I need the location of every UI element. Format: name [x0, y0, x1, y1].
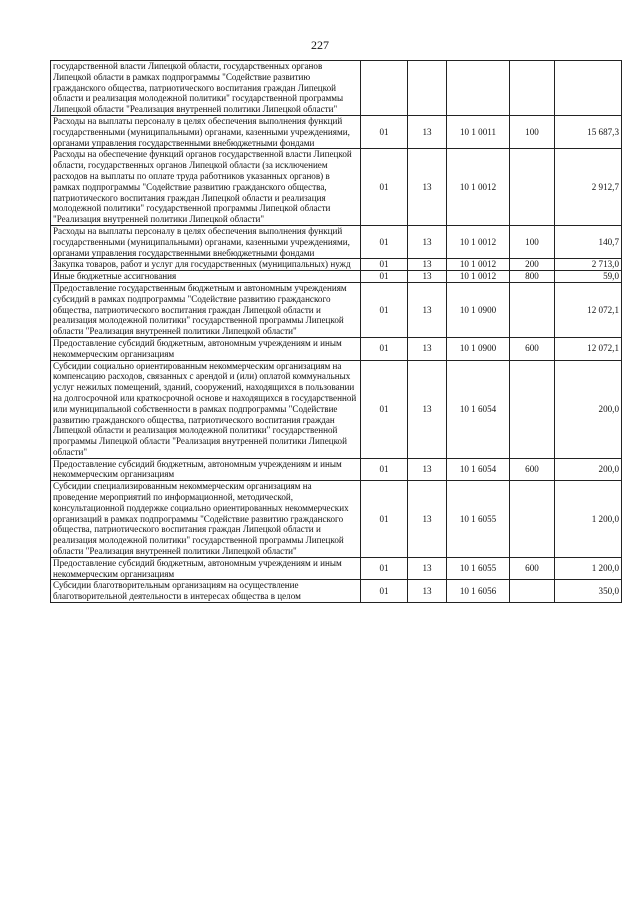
- target-article-cell: 10 1 0900: [447, 282, 510, 337]
- expense-name-cell: Расходы на выплаты персоналу в целях обеспечения выполнения функций государственными (муниципальными) органами, казенными учреждениями, органами управления государственными внебюджетными фондами: [51, 115, 361, 148]
- amount-cell: 1 200,0: [555, 557, 622, 580]
- section-code-cell: 01: [361, 225, 408, 258]
- table-row: [51, 115, 622, 148]
- target-article-cell: 10 1 6054: [447, 360, 510, 458]
- page-number: 227: [311, 38, 329, 52]
- target-article-cell: 10 1 0011: [447, 115, 510, 148]
- subsection-code-cell: 13: [408, 225, 447, 258]
- expense-type-cell: 100: [510, 225, 555, 258]
- table-row: [51, 557, 622, 580]
- amount-cell: 2 912,7: [555, 149, 622, 226]
- subsection-code-cell: [408, 61, 447, 116]
- amount-cell: 200,0: [555, 360, 622, 458]
- expense-name-cell: Предоставление субсидий бюджетным, автономным учреждениям и иным некоммерческим организациям: [51, 337, 361, 360]
- expense-name-cell: Субсидии благотворительным организациям на осуществление благотворительной деятельности в интересах общества в целом: [51, 580, 361, 603]
- target-article-cell: 10 1 6056: [447, 580, 510, 603]
- table-row: [51, 282, 622, 337]
- expense-type-cell: [510, 282, 555, 337]
- amount-cell: 12 072,1: [555, 337, 622, 360]
- expense-name-cell: Расходы на обеспечение функций органов государственной власти Липецкой области, государственных органов Липецкой области (за исключением расходов на выплаты по оплате труда работников указанных органов) в рамках подпрограммы "Содействие развитию гражданского общества, патриотического воспитания граждан Липецкой области и реализация молодежной политики" государственной программы Липецкой области "Реализация внутренней политики Липецкой области": [51, 149, 361, 226]
- target-article-cell: [447, 61, 510, 116]
- expense-name-cell: государственной власти Липецкой области, государственных органов Липецкой области в рамках подпрограммы "Содействие развитию гражданского общества, патриотического воспитания граждан Липецкой области и реализация молодежной политики" государственной программы Липецкой области "Реализация внутренней политики Липецкой области": [51, 61, 361, 116]
- section-code-cell: 01: [361, 115, 408, 148]
- section-code-cell: 01: [361, 149, 408, 226]
- section-code-cell: 01: [361, 282, 408, 337]
- target-article-cell: 10 1 6055: [447, 557, 510, 580]
- amount-cell: 2 713,0: [555, 259, 622, 271]
- section-code-cell: 01: [361, 271, 408, 283]
- expense-type-cell: [510, 580, 555, 603]
- section-code-cell: 01: [361, 337, 408, 360]
- expense-type-cell: 800: [510, 271, 555, 283]
- expense-name-cell: Предоставление субсидий бюджетным, автономным учреждениям и иным некоммерческим организациям: [51, 557, 361, 580]
- amount-cell: 140,7: [555, 225, 622, 258]
- amount-cell: 200,0: [555, 458, 622, 481]
- expense-name-cell: Предоставление государственным бюджетным и автономным учреждениям субсидий в рамках подпрограммы "Содействие развитию гражданского общества, патриотического воспитания граждан Липецкой области и реализация молодежной политики" государственной программы Липецкой области "Реализация внутренней политики Липецкой области": [51, 282, 361, 337]
- target-article-cell: 10 1 0900: [447, 337, 510, 360]
- table-row: [51, 360, 622, 458]
- target-article-cell: 10 1 0012: [447, 259, 510, 271]
- subsection-code-cell: 13: [408, 115, 447, 148]
- target-article-cell: 10 1 6054: [447, 458, 510, 481]
- subsection-code-cell: 13: [408, 282, 447, 337]
- subsection-code-cell: 13: [408, 458, 447, 481]
- expense-type-cell: 600: [510, 557, 555, 580]
- section-code-cell: 01: [361, 580, 408, 603]
- expense-type-cell: 200: [510, 259, 555, 271]
- amount-cell: 59,0: [555, 271, 622, 283]
- section-code-cell: 01: [361, 481, 408, 558]
- table-row: [51, 225, 622, 258]
- subsection-code-cell: 13: [408, 481, 447, 558]
- target-article-cell: 10 1 0012: [447, 271, 510, 283]
- amount-cell: 15 687,3: [555, 115, 622, 148]
- subsection-code-cell: 13: [408, 557, 447, 580]
- subsection-code-cell: 13: [408, 580, 447, 603]
- amount-cell: [555, 61, 622, 116]
- expense-name-cell: Предоставление субсидий бюджетным, автономным учреждениям и иным некоммерческим организациям: [51, 458, 361, 481]
- expense-type-cell: [510, 481, 555, 558]
- amount-cell: 12 072,1: [555, 282, 622, 337]
- expense-type-cell: 600: [510, 337, 555, 360]
- table-row: [51, 337, 622, 360]
- expense-type-cell: [510, 360, 555, 458]
- budget-table: [50, 60, 622, 603]
- section-code-cell: 01: [361, 259, 408, 271]
- section-code-cell: [361, 61, 408, 116]
- expense-type-cell: 100: [510, 115, 555, 148]
- target-article-cell: 10 1 0012: [447, 149, 510, 226]
- subsection-code-cell: 13: [408, 360, 447, 458]
- target-article-cell: 10 1 0012: [447, 225, 510, 258]
- section-code-cell: 01: [361, 360, 408, 458]
- table-row: [51, 259, 622, 271]
- expense-name-cell: Субсидии специализированным некоммерческим организациям на проведение мероприятий по информационной, методической, консультационной поддержке социально ориентированных некоммерческих организаций в рамках подпрограммы "Содействие развитию гражданского общества, патриотического воспитания граждан Липецкой области и реализация молодежной политики" государственной программы Липецкой области "Реализация внутренней политики Липецкой области": [51, 481, 361, 558]
- section-code-cell: 01: [361, 557, 408, 580]
- subsection-code-cell: 13: [408, 149, 447, 226]
- expense-name-cell: Закупка товаров, работ и услуг для государственных (муниципальных) нужд: [51, 259, 361, 271]
- table-row: [51, 149, 622, 226]
- expense-name-cell: Расходы на выплаты персоналу в целях обеспечения выполнения функций государственными (муниципальными) органами, казенными учреждениями, органами управления государственными внебюджетными фондами: [51, 225, 361, 258]
- expense-name-cell: Субсидии социально ориентированным некоммерческим организациям на компенсацию расходов, связанных с арендой и (или) оплатой коммунальных услуг нежилых помещений, зданий, сооружений, находящихся в пользовании на долгосрочной или краткосрочной основе и находящихся в государственной или муниципальной собственности в рамках подпрограммы "Содействие развитию гражданского общества, патриотического воспитания граждан Липецкой области и реализация молодежной политики" государственной программы Липецкой области "Реализация внутренней политики Липецкой области": [51, 360, 361, 458]
- table-row: [51, 271, 622, 283]
- table-row: [51, 580, 622, 603]
- section-code-cell: 01: [361, 458, 408, 481]
- expense-type-cell: [510, 149, 555, 226]
- subsection-code-cell: 13: [408, 259, 447, 271]
- target-article-cell: 10 1 6055: [447, 481, 510, 558]
- table-row: [51, 481, 622, 558]
- expense-type-cell: 600: [510, 458, 555, 481]
- expense-type-cell: [510, 61, 555, 116]
- subsection-code-cell: 13: [408, 271, 447, 283]
- amount-cell: 1 200,0: [555, 481, 622, 558]
- table-row: [51, 458, 622, 481]
- amount-cell: 350,0: [555, 580, 622, 603]
- table-row: [51, 61, 622, 116]
- subsection-code-cell: 13: [408, 337, 447, 360]
- expense-name-cell: Иные бюджетные ассигнования: [51, 271, 361, 283]
